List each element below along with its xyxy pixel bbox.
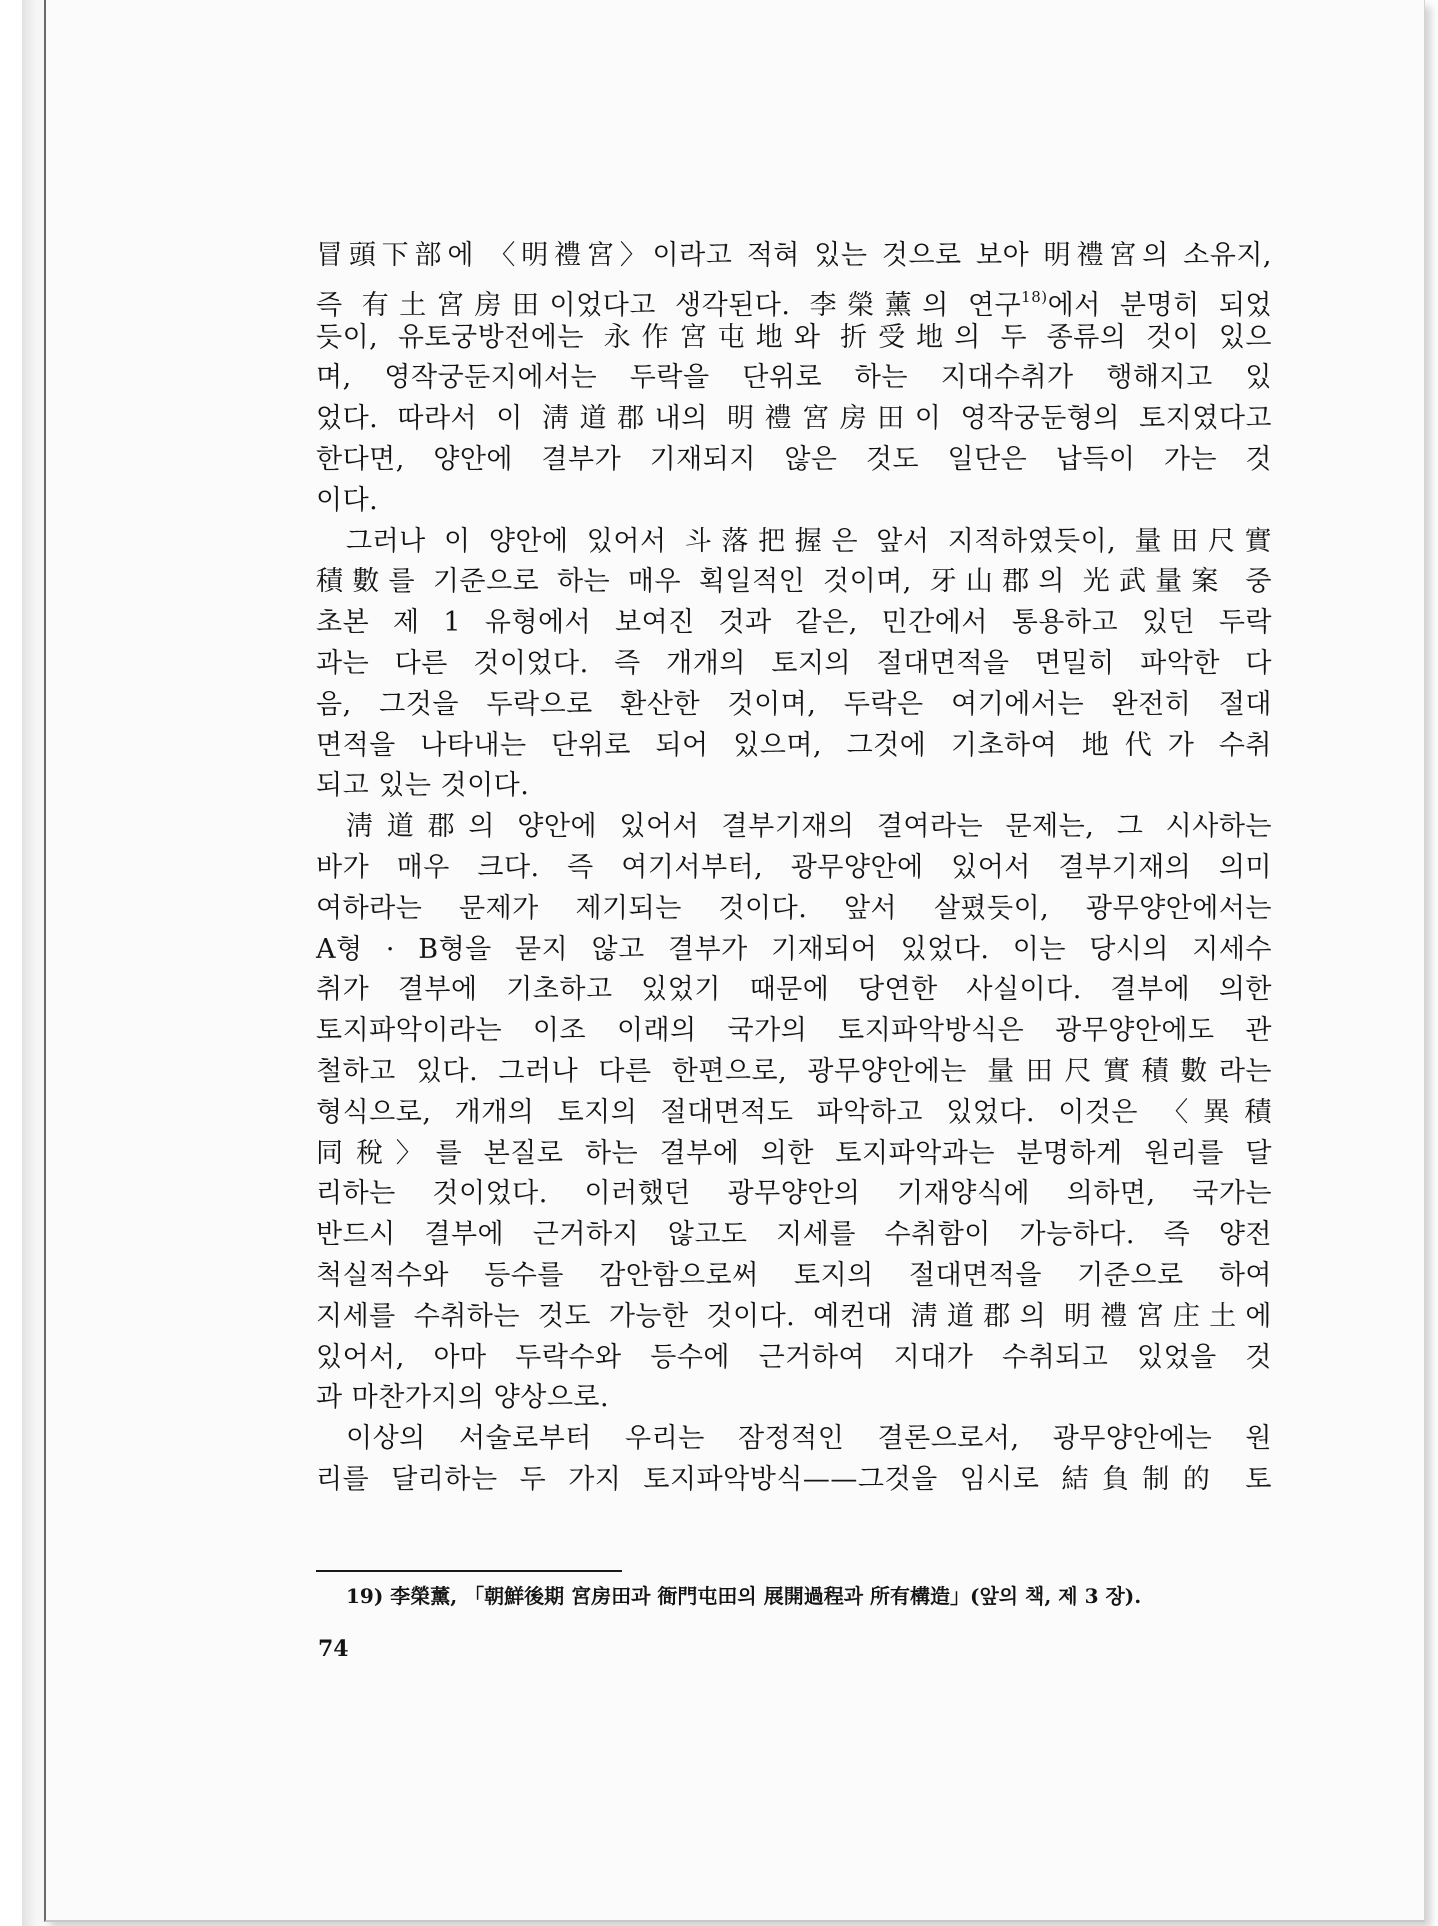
body-line: 음, 그것을 두락으로 환산한 것이며, 두락은 여기에서는 완전히 절대 [316, 688, 1272, 720]
body-line: 積數를 기준으로 하는 매우 획일적인 것이며, 牙山郡의 光武量案 중 [316, 566, 1272, 598]
body-line: 여하라는 문제가 제기되는 것이다. 앞서 살폈듯이, 광무양안에서는 [316, 892, 1272, 924]
body-line: 한다면, 양안에 결부가 기재되지 않은 것도 일단은 납득이 가는 것 [316, 443, 1272, 475]
body-line: 그러나 이 양안에 있어서 斗落把握은 앞서 지적하였듯이, 量田尺實 [346, 525, 1272, 557]
body-line: 취가 결부에 기초하고 있었기 때문에 당연한 사실이다. 결부에 의한 [316, 974, 1272, 1006]
body-line: 면적을 나타내는 단위로 되어 있으며, 그것에 기초하여 地代가 수취 [316, 729, 1272, 761]
body-line: 토지파악이라는 이조 이래의 국가의 토지파악방식은 광무양안에도 관 [316, 1015, 1272, 1047]
body-line: 이다. [316, 484, 379, 516]
body-line: 리하는 것이었다. 이러했던 광무양안의 기재양식에 의하면, 국가는 [316, 1178, 1272, 1210]
body-line: 冒頭下部에 〈明禮宮〉이라고 적혀 있는 것으로 보아 明禮宮의 소유지, [316, 240, 1272, 271]
body-line: 듯이, 유토궁방전에는 永作宮屯地와 折受地의 두 종류의 것이 있으 [316, 321, 1272, 353]
footnote: 19) 李榮薰, 「朝鮮後期 宮房田과 衙門屯田의 展開過程과 所有構造」(앞의 책, 제 3 장). [346, 1584, 1142, 1608]
body-line: 철하고 있다. 그러나 다른 한편으로, 광무양안에는 量田尺實積數라는 [316, 1055, 1272, 1087]
body-line: 있어서, 아마 두락수와 등수에 근거하여 지대가 수취되고 있었을 것 [316, 1341, 1272, 1373]
body-line-text: 에서 분명히 되었 [1047, 289, 1272, 321]
body-line: 며, 영작궁둔지에서는 두락을 단위로 하는 지대수취가 행해지고 있 [316, 362, 1272, 394]
page-number: 74 [318, 1636, 349, 1662]
body-line: 었다. 따라서 이 淸道郡내의 明禮宮房田이 영작궁둔형의 토지였다고 [316, 403, 1272, 435]
body-line: 淸道郡의 양안에 있어서 결부기재의 결여라는 문제는, 그 시사하는 [346, 811, 1272, 843]
body-line: 과는 다른 것이었다. 즉 개개의 토지의 절대면적을 면밀히 파악한 다 [316, 647, 1272, 679]
body-line [316, 277, 1272, 321]
body-line: 되고 있는 것이다. [316, 770, 530, 802]
body-line: 척실적수와 등수를 감안함으로써 토지의 절대면적을 기준으로 하여 [316, 1259, 1272, 1291]
footnote-divider [316, 1570, 622, 1572]
body-text [316, 236, 1272, 1501]
body-line: 이상의 서술로부터 우리는 잠정적인 결론으로서, 광무양안에는 원 [346, 1423, 1272, 1455]
body-line: 형식으로, 개개의 토지의 절대면적도 파악하고 있었다. 이것은 〈異積 [316, 1096, 1272, 1128]
body-line: A형 · B형을 묻지 않고 결부가 기재되어 있었다. 이는 당시의 지세수 [316, 933, 1272, 965]
body-line: 바가 매우 크다. 즉 여기서부터, 광무양안에 있어서 결부기재의 의미 [316, 851, 1272, 883]
body-line: 지세를 수취하는 것도 가능한 것이다. 예컨대 淸道郡의 明禮宮庄土에 [316, 1300, 1272, 1332]
body-line: 초본 제 1 유형에서 보여진 것과 같은, 민간에서 통용하고 있던 두락 [316, 607, 1272, 639]
footnote-ref-superscript: 18) [1021, 287, 1048, 306]
body-line-text: 즉 有土宮房田이었다고 생각된다. 李榮薰의 연구 [316, 289, 1022, 321]
body-line: 리를 달리하는 두 가지 토지파악방식——그것을 임시로 結負制的 토 [316, 1463, 1272, 1495]
body-line: 과 마찬가지의 양상으로. [316, 1382, 610, 1414]
body-line: 반드시 결부에 근거하지 않고도 지세를 수취함이 가능하다. 즉 양전 [316, 1219, 1272, 1251]
body-line: 同稅〉를 본질로 하는 결부에 의한 토지파악과는 분명하게 원리를 달 [316, 1137, 1272, 1169]
